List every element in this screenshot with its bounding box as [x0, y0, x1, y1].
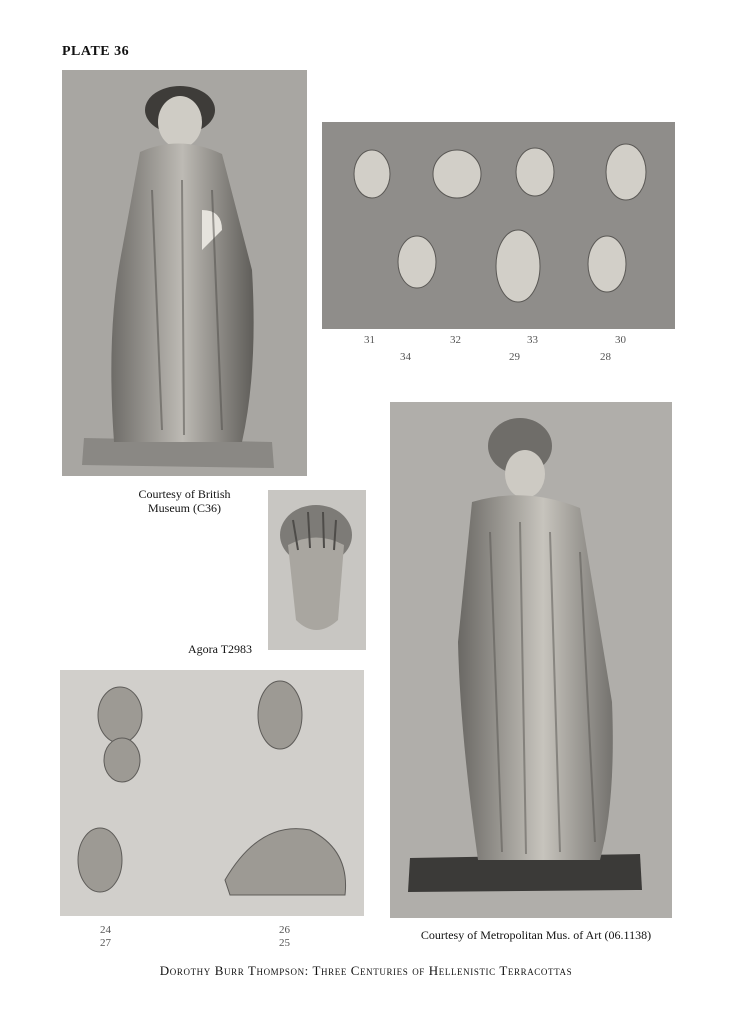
fragment-number-25: 25 [279, 937, 290, 949]
fragment-number-24: 24 [100, 924, 111, 936]
heads-number-31: 31 [364, 334, 375, 346]
heads-number-33: 33 [527, 334, 538, 346]
agora-caption: Agora T2983 [187, 642, 253, 656]
metropolitan-caption: Courtesy of Metropolitan Mus. of Art (06.1138) [420, 928, 652, 942]
heads-number-30: 30 [615, 334, 626, 346]
plate-label: PLATE 36 [62, 44, 130, 59]
metropolitan-figurine-photo [390, 402, 672, 918]
british-museum-caption-line1: Courtesy of British [138, 487, 231, 501]
heads-number-34: 34 [400, 351, 411, 363]
fragments-group-photo [60, 670, 364, 916]
heads-number-32: 32 [450, 334, 461, 346]
heads-number-29: 29 [509, 351, 520, 363]
agora-fragment-photo [268, 490, 366, 650]
fragment-number-27: 27 [100, 937, 111, 949]
heads-number-28: 28 [600, 351, 611, 363]
running-footer: Dorothy Burr Thompson: Three Centuries of Hellenistic Terracottas [159, 963, 573, 978]
heads-group-photo [322, 122, 675, 329]
british-museum-figurine-photo [62, 70, 307, 476]
fragment-number-26: 26 [279, 924, 290, 936]
british-museum-caption-line2: Museum (C36) [148, 501, 221, 515]
